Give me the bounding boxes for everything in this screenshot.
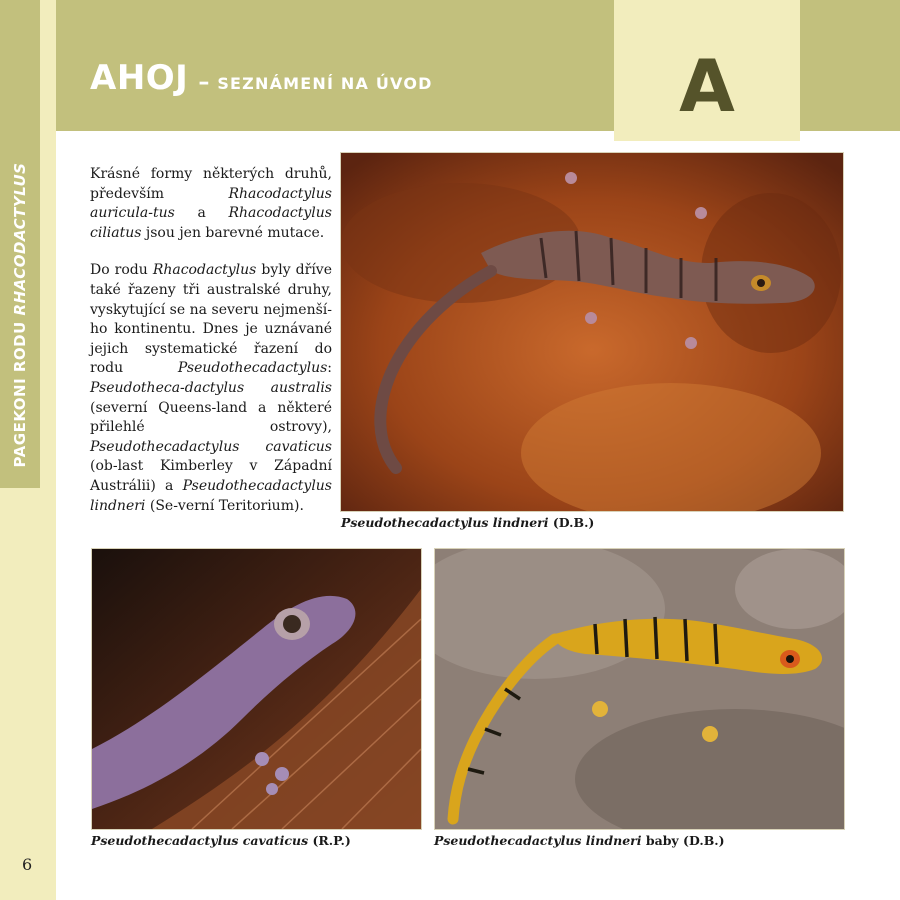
paragraph-1 <box>90 165 332 243</box>
body-text <box>90 165 332 534</box>
genus-name: Rhacodactylus <box>152 262 257 279</box>
caption-credit: baby (D.B.) <box>641 833 725 848</box>
text-run: (ob-last Kimberley v Západní Austrálii) a <box>90 458 332 494</box>
species-name: Rhacodactylus auricula-tus <box>90 185 332 222</box>
section-letter: A <box>679 43 735 128</box>
species-name: Pseudothecadactylus cavaticus <box>90 438 332 455</box>
caption-bottom-right <box>434 833 725 848</box>
running-head-genus: RHACODACTYLUS <box>11 162 29 316</box>
section-letter-box <box>614 0 800 141</box>
caption-bottom-left <box>91 833 351 848</box>
gecko-photo-illustration <box>435 549 844 829</box>
photo-bottom-right-lindneri-baby <box>434 548 845 830</box>
text-run: : <box>327 360 332 377</box>
caption-credit: (D.B.) <box>548 515 595 530</box>
species-name: Pseudothecadactylus lindneri <box>90 477 332 514</box>
text-run: a <box>174 205 229 222</box>
title-main: AHOJ <box>90 58 189 98</box>
text-run: (Se-verní Teritorium). <box>145 497 304 514</box>
gecko-photo-illustration <box>341 153 843 511</box>
photo-top-lindneri <box>340 152 844 512</box>
text-run: (severní Queens-land a některé přilehlé ostrovy), <box>90 399 332 436</box>
caption-species: Pseudothecadactylus lindneri <box>341 515 549 530</box>
page-number: 6 <box>22 855 33 874</box>
caption-top <box>341 515 594 530</box>
text-run: Krásné formy některých druhů, především <box>90 166 332 202</box>
title-subtitle: SEZNÁMENÍ NA ÚVOD <box>217 74 433 93</box>
text-run: byly dříve také řazeny tři australské druhy, vyskytující se na severu nejmenší-ho kontinentu. Dnes je uznávané jejich systematické řazení do rodu <box>90 262 332 377</box>
genus-name: Pseudothecadactylus <box>177 360 328 377</box>
page-title <box>90 58 433 98</box>
caption-species: Pseudothecadactylus lindneri <box>434 833 642 848</box>
text-run: jsou jen barevné mutace. <box>141 224 325 241</box>
photo-bottom-left-cavaticus <box>91 548 422 830</box>
species-name: Pseudotheca-dactylus australis <box>90 379 332 396</box>
caption-species: Pseudothecadactylus cavaticus <box>91 833 309 848</box>
running-head-vertical <box>11 163 29 468</box>
title-dash: – <box>198 70 210 95</box>
text-run: Do rodu <box>90 262 153 279</box>
species-name: Rhacodactylus ciliatus <box>90 205 332 241</box>
gecko-photo-illustration <box>92 549 421 829</box>
caption-credit: (R.P.) <box>308 833 351 848</box>
paragraph-2 <box>90 261 332 516</box>
running-head-prefix: PAGEKONI RODU <box>11 315 29 468</box>
